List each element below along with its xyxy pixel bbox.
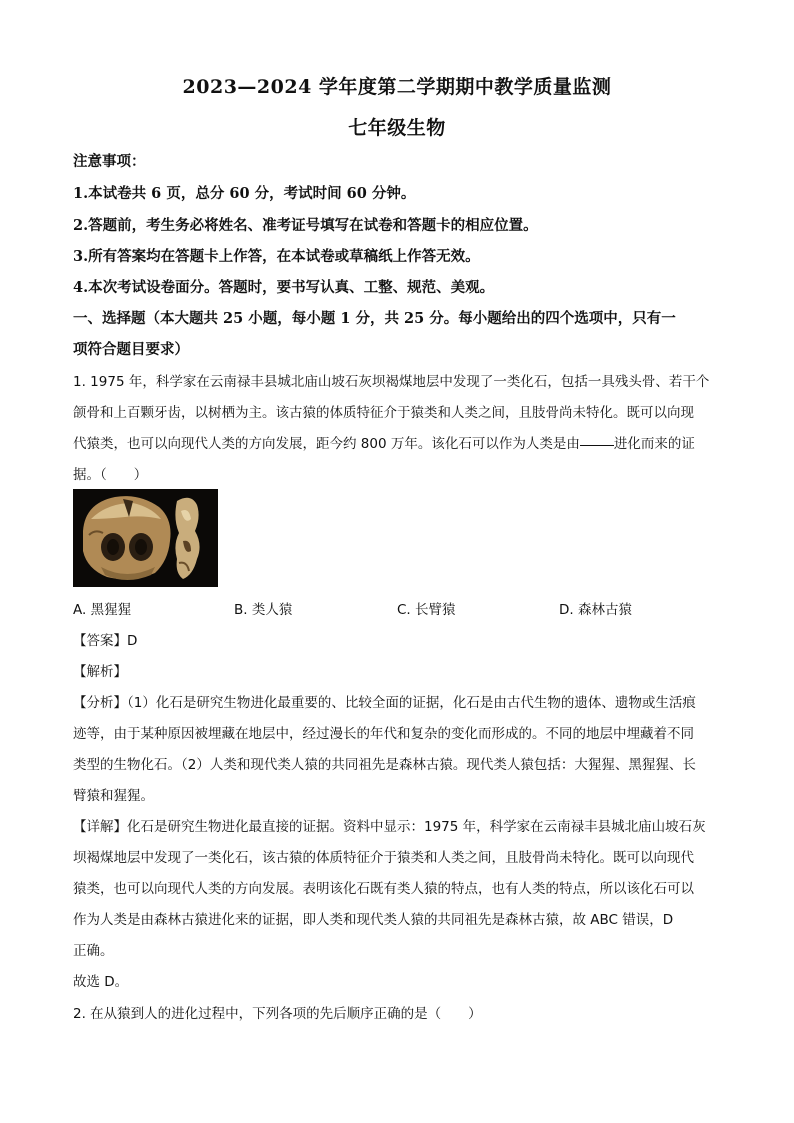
q1-stem-line: 1. 1975 年，科学家在云南禄丰县城北庙山坡石灰坝褐煤地层中发现了一类化石，包括一具残头骨、若干个: [73, 374, 710, 390]
exam-subtitle: 七年级生物: [348, 117, 446, 139]
note-item: 1.本试卷共 6 页，总分 60 分，考试时间 60 分钟。: [73, 185, 416, 202]
q1-analysis-line: 迹等，由于某种原因被埋藏在地层中，经过漫长的年代和复杂的变化而形成的。不同的地层中埋藏着不同: [73, 726, 694, 742]
q1-detail-line: 猿类，也可以向现代人类的方向发展。表明该化石既有类人猿的特点，也有人类的特点，所以该化石可以: [73, 881, 694, 897]
q1-analysis-line: 【分析】（1）化石是研究生物进化最重要的、比较全面的证据，化石是由古代生物的遗体、遗物或生活痕: [73, 695, 696, 711]
q1-option-d: D. 森林古猿: [559, 602, 632, 618]
q1-option-c: C. 长臂猿: [397, 602, 456, 618]
q1-option-a: A. 黑猩猩: [73, 602, 132, 618]
q1-detail-line: 【详解】化石是研究生物进化最直接的证据。资料中显示：1975 年，科学家在云南禄丰县城北庙山坡石灰: [73, 819, 706, 835]
q1-stem-text: 进化而来的证: [613, 436, 695, 452]
note-item: 4.本次考试设卷面分。答题时，要书写认真、工整、规范、美观。: [73, 279, 495, 296]
note-item: 3.所有答案均在答题卡上作答，在本试卷或草稿纸上作答无效。: [73, 248, 480, 265]
q1-answer-blank: [580, 444, 614, 446]
q1-detail-line: 坝褐煤地层中发现了一类化石，该古猿的体质特征介于猿类和人类之间，且肢骨尚未特化。既可以向现代: [73, 850, 694, 866]
q1-stem-line: 据。（ ）: [73, 467, 148, 483]
fossil-skull-illustration: [73, 489, 218, 587]
section-heading-cont: 项符合题目要求）: [73, 341, 189, 358]
exam-title: 2023—2024 学年度第二学期期中教学质量监测: [182, 76, 612, 98]
q1-analysis-label: 【解析】: [73, 664, 127, 680]
q1-analysis-line: 臂猿和猩猩。: [73, 788, 154, 804]
q1-option-b: B. 类人猿: [234, 602, 293, 618]
fossil-skull-photo: [73, 489, 218, 587]
q1-conclusion: 故选 D。: [73, 974, 129, 990]
section-heading: 一、选择题（本大题共 25 小题，每小题 1 分，共 25 分。每小题给出的四个选项中，只有一: [73, 310, 676, 327]
q1-detail-line: 作为人类是由森林古猿进化来的证据，即人类和现代类人猿的共同祖先是森林古猿，故 ABC 错误，D: [73, 912, 674, 928]
q1-answer: 【答案】D: [73, 633, 138, 649]
q2-stem: 2. 在从猿到人的进化过程中，下列各项的先后顺序正确的是（ ）: [73, 1006, 482, 1022]
q1-detail-line: 正确。: [73, 943, 114, 959]
q1-stem-line: [73, 432, 723, 452]
notes-heading: 注意事项：: [73, 153, 146, 170]
note-item: 2.答题前，考生务必将姓名、准考证号填写在试卷和答题卡的相应位置。: [73, 217, 538, 234]
q1-stem-line: 颌骨和上百颗牙齿，以树栖为主。该古猿的体质特征介于猿类和人类之间，且肢骨尚未特化。既可以向现: [73, 405, 694, 421]
q1-analysis-line: 类型的生物化石。（2）人类和现代类人猿的共同祖先是森林古猿。现代类人猿包括：大猩猩、黑猩猩、长: [73, 757, 696, 773]
q1-stem-text: 代猿类，也可以向现代人类的方向发展，距今约 800 万年。该化石可以作为人类是由: [73, 436, 580, 452]
